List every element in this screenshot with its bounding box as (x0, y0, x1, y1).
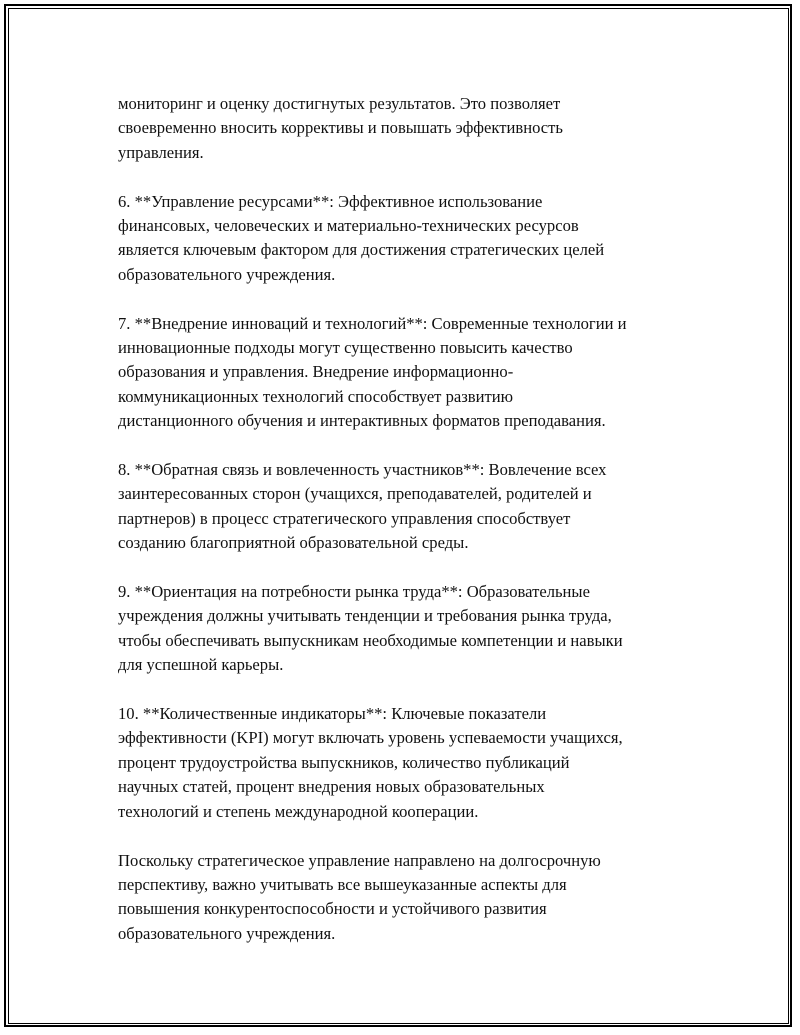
paragraph-item-9-labor-market: 9. **Ориентация на потребности рынка труда**: Образовательные учреждения должны учитывать тенденции и требования рынка труда, чтобы обеспечивать выпускникам необходимые компетенции и навыки для успешной карьеры. (118, 582, 623, 675)
paragraph-item-7-innovation: 7. **Внедрение инноваций и технологий**: Современные технологии и инновационные подходы могут существенно повысить качество образования и управления. Внедрение информационно- коммуникационных технологий способствует развитию дистанционного обучения и интерактивных форматов преподавания. (118, 313, 627, 431)
paragraph-item-10-kpi: 10. **Количественные индикаторы**: Ключевые показатели эффективности (KPI) могут включать уровень успеваемости учащихся, процент трудоустройства выпускников, количество публикаций научных статей, процент внедрения новых образовательных технологий и степень международной кооперации. (118, 704, 623, 821)
paragraph-continuation: мониторинг и оценку достигнутых результатов. Это позволяет своевременно вносить коррективы и повышать эффективность управления. (118, 94, 563, 162)
paragraph-item-8-feedback: 8. **Обратная связь и вовлеченность участников**: Вовлечение всех заинтересованных сторон (учащихся, преподавателей, родителей и партнеров) в процесс стратегического управления способствует созданию благоприятной образовательной среды. (118, 460, 607, 553)
paragraph-item-6-resource-management: 6. **Управление ресурсами**: Эффективное использование финансовых, человеческих и материально-технических ресурсов является ключевым фактором для достижения стратегических целей образовательного учреждения. (118, 191, 605, 284)
paragraph-conclusion: Поскольку стратегическое управление направлено на долгосрочную перспективу, важно учитывать все вышеуказанные аспекты для повышения конкурентоспособности и устойчивого развития образовательного учреждения. (118, 850, 601, 943)
document-body (118, 92, 698, 971)
